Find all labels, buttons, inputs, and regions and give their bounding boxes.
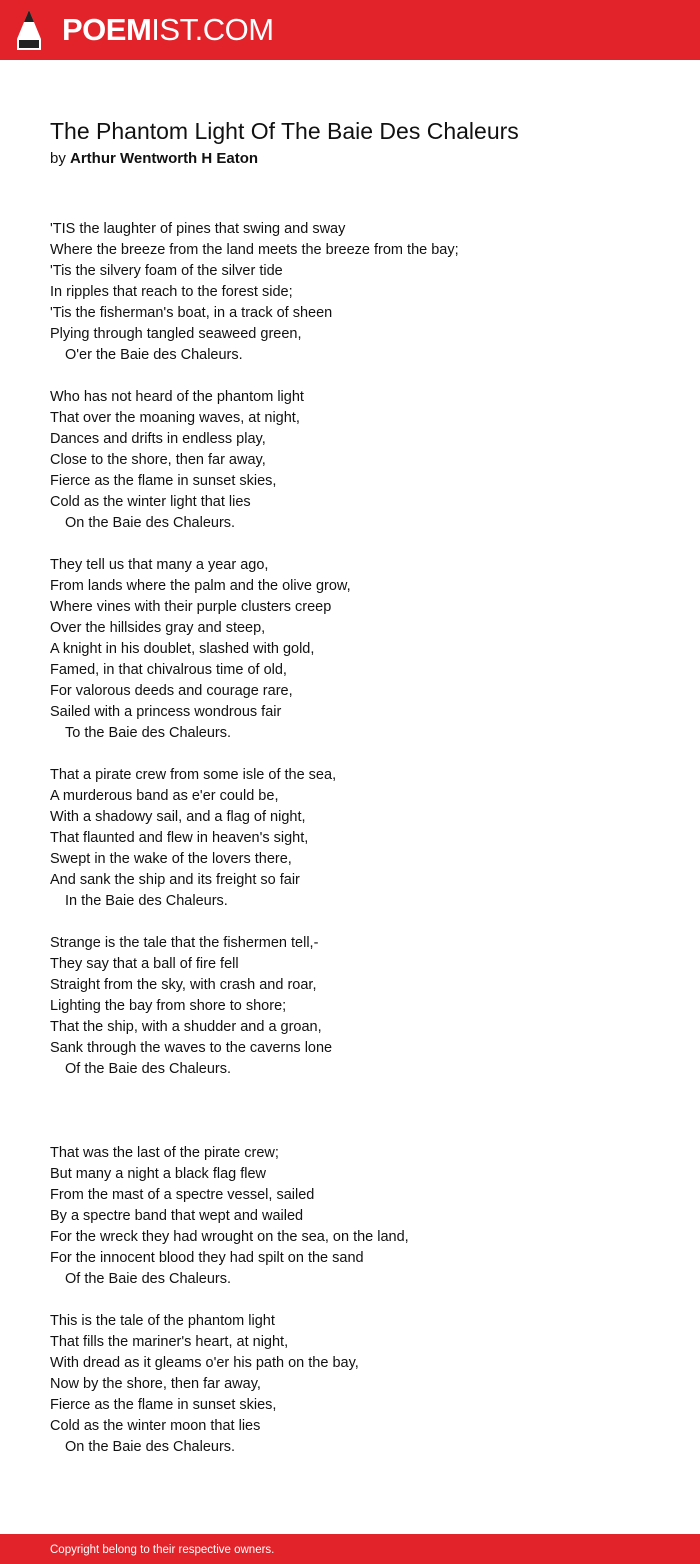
poem-line: That flaunted and flew in heaven's sight, <box>50 830 309 846</box>
stanza <box>50 555 650 744</box>
poem-line: Fierce as the flame in sunset skies, <box>50 473 277 489</box>
poem-line: They tell us that many a year ago, <box>50 557 269 573</box>
poem-body <box>50 219 650 1458</box>
poem-line: Over the hillsides gray and steep, <box>50 620 266 636</box>
poem-line: Lighting the bay from shore to shore; <box>50 998 287 1014</box>
poem-refrain: Of the Baie des Chaleurs. <box>65 1061 232 1077</box>
poem-line: 'Tis the silvery foam of the silver tide <box>50 263 283 279</box>
poem-line: In ripples that reach to the forest side; <box>50 284 293 300</box>
poem-refrain: Of the Baie des Chaleurs. <box>65 1271 232 1287</box>
site-header <box>0 0 700 60</box>
poem-line: That was the last of the pirate crew; <box>50 1145 279 1161</box>
poem-line: Sank through the waves to the caverns lone <box>50 1040 333 1056</box>
logo-text-bold: POEM <box>62 12 152 47</box>
poem-line: Fierce as the flame in sunset skies, <box>50 1397 277 1413</box>
poem-refrain: On the Baie des Chaleurs. <box>65 515 236 531</box>
poem-refrain: To the Baie des Chaleurs. <box>65 725 232 741</box>
copyright-text: Copyright belong to their respective owners. <box>50 1544 275 1556</box>
poem-line: That a pirate crew from some isle of the sea, <box>50 767 337 783</box>
poem-line: 'Tis the fisherman's boat, in a track of sheen <box>50 305 333 321</box>
poem-line: Sailed with a princess wondrous fair <box>50 704 282 720</box>
poem-line: Who has not heard of the phantom light <box>50 389 304 405</box>
site-logo[interactable] <box>62 12 274 48</box>
stanza <box>50 933 650 1080</box>
poem-line: Where vines with their purple clusters creep <box>50 599 332 615</box>
stanza <box>50 765 650 912</box>
by-label: by <box>50 150 66 167</box>
poem-line: Now by the shore, then far away, <box>50 1376 261 1392</box>
site-footer <box>0 1534 700 1564</box>
stanza <box>50 387 650 534</box>
poem-refrain: On the Baie des Chaleurs. <box>65 1439 236 1455</box>
poem-line: That fills the mariner's heart, at night, <box>50 1334 289 1350</box>
byline <box>50 148 258 170</box>
poem-line: This is the tale of the phantom light <box>50 1313 275 1329</box>
pencil-tip-icon[interactable] <box>16 9 42 51</box>
stanza <box>50 1311 650 1458</box>
poem-line: A knight in his doublet, slashed with gold, <box>50 641 315 657</box>
poem-line: They say that a ball of fire fell <box>50 956 239 972</box>
poem-refrain: O'er the Baie des Chaleurs. <box>65 347 243 363</box>
poem-line: By a spectre band that wept and wailed <box>50 1208 304 1224</box>
poem-line: Strange is the tale that the fishermen tell,- <box>50 935 319 951</box>
poem-line: Cold as the winter moon that lies <box>50 1418 261 1434</box>
poem-line: Where the breeze from the land meets the breeze from the bay; <box>50 242 459 258</box>
poem-line: That the ship, with a shudder and a groan, <box>50 1019 322 1035</box>
stanza <box>50 219 650 366</box>
poem-line: From lands where the palm and the olive grow, <box>50 578 351 594</box>
poem-line: And sank the ship and its freight so fair <box>50 872 300 888</box>
author-name[interactable]: Arthur Wentworth H Eaton <box>70 150 259 167</box>
stanza <box>50 1143 650 1290</box>
poem-line: Close to the shore, then far away, <box>50 452 266 468</box>
poem-line: Cold as the winter light that lies <box>50 494 251 510</box>
poem-line: From the mast of a spectre vessel, sailed <box>50 1187 315 1203</box>
poem-line: Plying through tangled seaweed green, <box>50 326 302 342</box>
poem-line: A murderous band as e'er could be, <box>50 788 279 804</box>
poem-line: With dread as it gleams o'er his path on the bay, <box>50 1355 359 1371</box>
poem-line: Dances and drifts in endless play, <box>50 431 266 447</box>
poem-line: For the wreck they had wrought on the sea, on the land, <box>50 1229 409 1245</box>
poem-title: The Phantom Light Of The Baie Des Chaleurs <box>50 118 519 144</box>
poem-line: Straight from the sky, with crash and roar, <box>50 977 317 993</box>
poem-line: For the innocent blood they had spilt on the sand <box>50 1250 364 1266</box>
poem-line: Famed, in that chivalrous time of old, <box>50 662 287 678</box>
logo-text-light: IST.COM <box>151 12 274 47</box>
poem-line: But many a night a black flag flew <box>50 1166 267 1182</box>
poem-line: With a shadowy sail, and a flag of night, <box>50 809 306 825</box>
poem-refrain: In the Baie des Chaleurs. <box>65 893 228 909</box>
poem-line: That over the moaning waves, at night, <box>50 410 300 426</box>
poem-line: 'TIS the laughter of pines that swing and sway <box>50 221 346 237</box>
poem-line: Swept in the wake of the lovers there, <box>50 851 292 867</box>
poem-line: For valorous deeds and courage rare, <box>50 683 293 699</box>
